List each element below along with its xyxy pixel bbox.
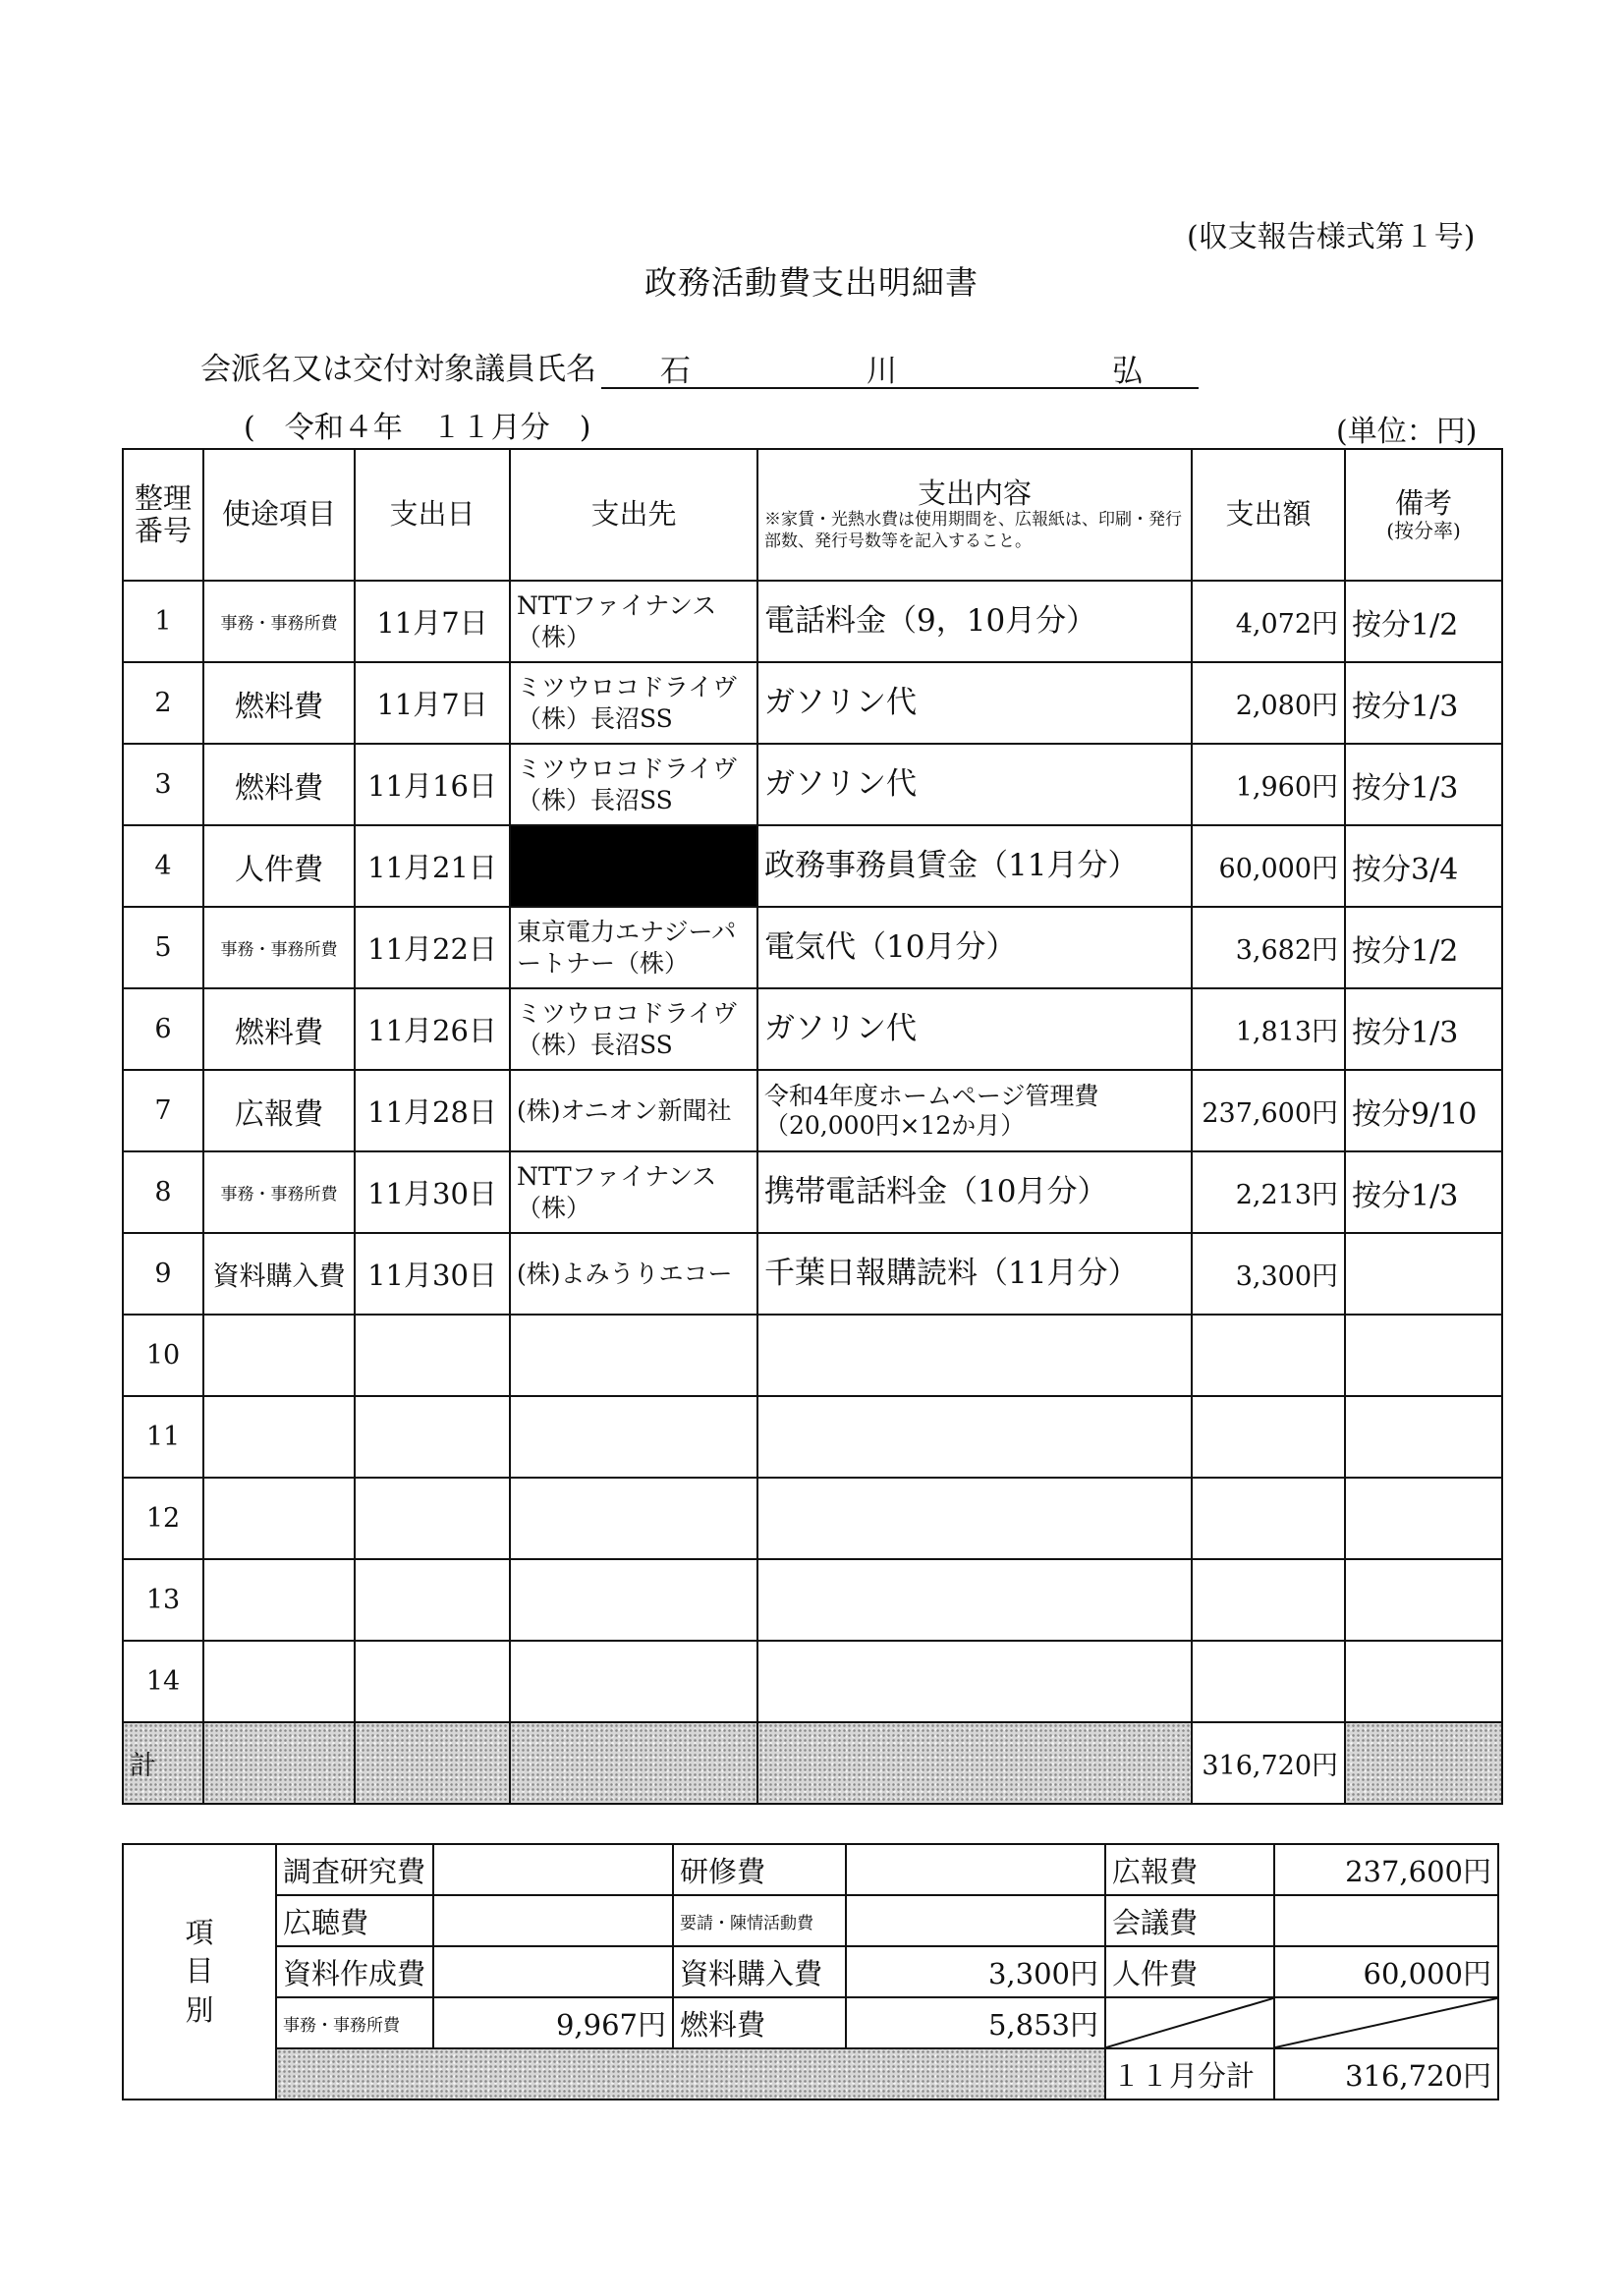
table-row (123, 1478, 1502, 1559)
header-no: 整理番号 (123, 449, 203, 581)
table-row (123, 1151, 1502, 1233)
row-date (355, 1315, 510, 1396)
row-category: 事務・事務所費 (203, 1151, 355, 1233)
row-remark: 按分1/3 (1345, 988, 1502, 1070)
month-total-value: 316,720円 (1274, 2048, 1498, 2100)
shaded-cell (355, 1722, 510, 1804)
row-payee: ミツウロコドライヴ（株）長沼SS (510, 662, 757, 744)
row-content (757, 1315, 1192, 1396)
summary-value: 237,600円 (1274, 1844, 1498, 1895)
row-amount: 60,000円 (1192, 825, 1345, 907)
row-no: 6 (123, 988, 203, 1070)
shaded-cell (203, 1722, 355, 1804)
row-date: 11月7日 (355, 662, 510, 744)
header-payee: 支出先 (510, 449, 757, 581)
row-content: ガソリン代 (757, 988, 1192, 1070)
row-payee: NTTファイナンス（株） (510, 1151, 757, 1233)
row-amount: 1,960円 (1192, 744, 1345, 825)
row-category: 人件費 (203, 825, 355, 907)
row-no: 5 (123, 907, 203, 988)
member-name-field (601, 346, 1199, 389)
table-row (123, 1233, 1502, 1315)
summary-value: 5,853円 (846, 1997, 1105, 2048)
row-payee (510, 1315, 757, 1396)
row-no: 11 (123, 1396, 203, 1478)
row-category: 事務・事務所費 (203, 581, 355, 662)
summary-label: 資料作成費 (276, 1946, 433, 1997)
row-no: 10 (123, 1315, 203, 1396)
row-remark: 按分1/3 (1345, 744, 1502, 825)
summary-label: 要請・陳情活動費 (673, 1895, 846, 1946)
month-total-label: １１月分計 (1105, 2048, 1274, 2100)
summary-row (123, 2048, 1498, 2100)
total-amount: 316,720円 (1192, 1722, 1345, 1804)
row-date: 11月30日 (355, 1151, 510, 1233)
summary-label: 資料購入費 (673, 1946, 846, 1997)
row-category: 事務・事務所費 (203, 907, 355, 988)
row-content: ガソリン代 (757, 662, 1192, 744)
row-remark: 按分1/2 (1345, 907, 1502, 988)
summary-value (433, 1844, 673, 1895)
row-no: 8 (123, 1151, 203, 1233)
summary-label: 事務・事務所費 (276, 1997, 433, 2048)
member-label: 会派名又は交付対象議員氏名 (200, 352, 596, 387)
row-payee: 東京電力エナジーパートナー（株） (510, 907, 757, 988)
row-category: 燃料費 (203, 744, 355, 825)
expense-table (122, 448, 1503, 1805)
unit-note: (単位：円) (1336, 415, 1478, 449)
row-date: 11月28日 (355, 1070, 510, 1151)
row-content: ガソリン代 (757, 744, 1192, 825)
row-date (355, 1641, 510, 1722)
row-amount: 3,682円 (1192, 907, 1345, 988)
row-category (203, 1478, 355, 1559)
row-content (757, 1641, 1192, 1722)
row-remark (1345, 1641, 1502, 1722)
header-content (757, 449, 1192, 581)
row-payee: ミツウロコドライヴ（株）長沼SS (510, 744, 757, 825)
category-summary-table (122, 1843, 1499, 2100)
member-name-part: 石 (660, 354, 691, 389)
row-remark: 按分1/3 (1345, 662, 1502, 744)
row-category: 広報費 (203, 1070, 355, 1151)
summary-value: 3,300円 (846, 1946, 1105, 1997)
row-remark: 按分9/10 (1345, 1070, 1502, 1151)
summary-row (123, 1946, 1498, 1997)
row-amount (1192, 1396, 1345, 1478)
row-amount (1192, 1315, 1345, 1396)
row-payee (510, 1396, 757, 1478)
summary-heading-text: 項目別 (185, 1916, 214, 2027)
summary-label: 広報費 (1105, 1844, 1274, 1895)
summary-heading (123, 1844, 276, 2100)
summary-value: 60,000円 (1274, 1946, 1498, 1997)
table-row (123, 581, 1502, 662)
row-remark (1345, 1233, 1502, 1315)
row-remark: 按分1/3 (1345, 1151, 1502, 1233)
row-amount (1192, 1559, 1345, 1641)
row-content: 千葉日報購読料（11月分） (757, 1233, 1192, 1315)
table-row (123, 1396, 1502, 1478)
shaded-cell (276, 2048, 1105, 2100)
summary-value: 9,967円 (433, 1997, 673, 2048)
row-remark (1345, 1315, 1502, 1396)
row-date: 11月7日 (355, 581, 510, 662)
summary-label: 広聴費 (276, 1895, 433, 1946)
row-amount (1192, 1478, 1345, 1559)
row-category (203, 1396, 355, 1478)
row-remark (1345, 1559, 1502, 1641)
row-content (757, 1478, 1192, 1559)
summary-label: 調査研究費 (276, 1844, 433, 1895)
row-no: 13 (123, 1559, 203, 1641)
row-no: 1 (123, 581, 203, 662)
header-amount: 支出額 (1192, 449, 1345, 581)
summary-label: 人件費 (1105, 1946, 1274, 1997)
summary-label: 研修費 (673, 1844, 846, 1895)
row-date (355, 1559, 510, 1641)
shaded-cell (1345, 1722, 1502, 1804)
row-payee: (株)オニオン新聞社 (510, 1070, 757, 1151)
row-no: 12 (123, 1478, 203, 1559)
row-payee: ミツウロコドライヴ（株）長沼SS (510, 988, 757, 1070)
row-category (203, 1641, 355, 1722)
header-remark-sub: (按分率) (1386, 519, 1461, 543)
row-date (355, 1478, 510, 1559)
table-row (123, 825, 1502, 907)
table-header-row (123, 449, 1502, 581)
summary-row (123, 1844, 1498, 1895)
row-no: 2 (123, 662, 203, 744)
row-amount (1192, 1641, 1345, 1722)
row-content: 令和4年度ホームページ管理費（20,000円×12か月） (757, 1070, 1192, 1151)
row-payee (510, 1559, 757, 1641)
row-payee (510, 1478, 757, 1559)
redacted-payee (510, 825, 757, 907)
row-content (757, 1559, 1192, 1641)
total-label: 計 (123, 1722, 203, 1804)
header-remark (1345, 449, 1502, 581)
row-category (203, 1559, 355, 1641)
summary-label: 燃料費 (673, 1997, 846, 2048)
row-amount: 1,813円 (1192, 988, 1345, 1070)
row-no: 7 (123, 1070, 203, 1151)
row-remark (1345, 1396, 1502, 1478)
table-row (123, 1559, 1502, 1641)
row-no: 3 (123, 744, 203, 825)
diagonal-line (1275, 1998, 1497, 2047)
row-no: 4 (123, 825, 203, 907)
row-remark: 按分1/2 (1345, 581, 1502, 662)
row-date: 11月22日 (355, 907, 510, 988)
table-row (123, 988, 1502, 1070)
row-category: 資料購入費 (203, 1233, 355, 1315)
row-no: 14 (123, 1641, 203, 1722)
row-date: 11月21日 (355, 825, 510, 907)
table-row (123, 1070, 1502, 1151)
table-row (123, 662, 1502, 744)
table-row (123, 1641, 1502, 1722)
row-payee: NTTファイナンス（株） (510, 581, 757, 662)
page-title: 政務活動費支出明細書 (644, 263, 979, 302)
header-content-note: ※家賃・光熱水費は使用期間を、広報紙は、印刷・発行部数、発行号数等を記入すること。 (764, 510, 1182, 551)
row-category (203, 1315, 355, 1396)
summary-value (433, 1895, 673, 1946)
header-category: 使途項目 (203, 449, 355, 581)
header-content-label: 支出内容 (917, 476, 1032, 511)
summary-row (123, 1895, 1498, 1946)
diagonal-line (1106, 1998, 1273, 2047)
summary-label: 会議費 (1105, 1895, 1274, 1946)
row-date (355, 1396, 510, 1478)
table-row (123, 744, 1502, 825)
table-row (123, 907, 1502, 988)
row-content: 電気代（10月分） (757, 907, 1192, 988)
row-payee (510, 1641, 757, 1722)
row-no: 9 (123, 1233, 203, 1315)
member-name-part: 川 (867, 354, 897, 389)
summary-row (123, 1997, 1498, 2048)
total-row (123, 1722, 1502, 1804)
summary-value (433, 1946, 673, 1997)
form-number: (収支報告様式第１号) (1187, 220, 1476, 254)
row-amount: 2,080円 (1192, 662, 1345, 744)
summary-value (1274, 1895, 1498, 1946)
row-amount: 3,300円 (1192, 1233, 1345, 1315)
table-row (123, 1315, 1502, 1396)
row-amount: 237,600円 (1192, 1070, 1345, 1151)
summary-value (846, 1895, 1105, 1946)
row-date: 11月16日 (355, 744, 510, 825)
row-amount: 4,072円 (1192, 581, 1345, 662)
row-remark: 按分3/4 (1345, 825, 1502, 907)
summary-value (846, 1844, 1105, 1895)
row-date: 11月30日 (355, 1233, 510, 1315)
row-content: 携帯電話料金（10月分） (757, 1151, 1192, 1233)
row-amount: 2,213円 (1192, 1151, 1345, 1233)
shaded-cell (757, 1722, 1192, 1804)
row-payee: (株)よみうりエコー (510, 1233, 757, 1315)
row-content: 電話料金（9，10月分） (757, 581, 1192, 662)
period: ( 令和４年 １１月分 ) (244, 411, 591, 445)
diagonal-cell (1274, 1997, 1498, 2048)
row-content (757, 1396, 1192, 1478)
header-date: 支出日 (355, 449, 510, 581)
row-remark (1345, 1478, 1502, 1559)
row-category: 燃料費 (203, 988, 355, 1070)
member-name-part: 弘 (1112, 354, 1143, 389)
header-remark-label: 備考 (1394, 485, 1452, 520)
diagonal-cell (1105, 1997, 1274, 2048)
row-content: 政務事務員賃金（11月分） (757, 825, 1192, 907)
shaded-cell (510, 1722, 757, 1804)
row-date: 11月26日 (355, 988, 510, 1070)
row-category: 燃料費 (203, 662, 355, 744)
